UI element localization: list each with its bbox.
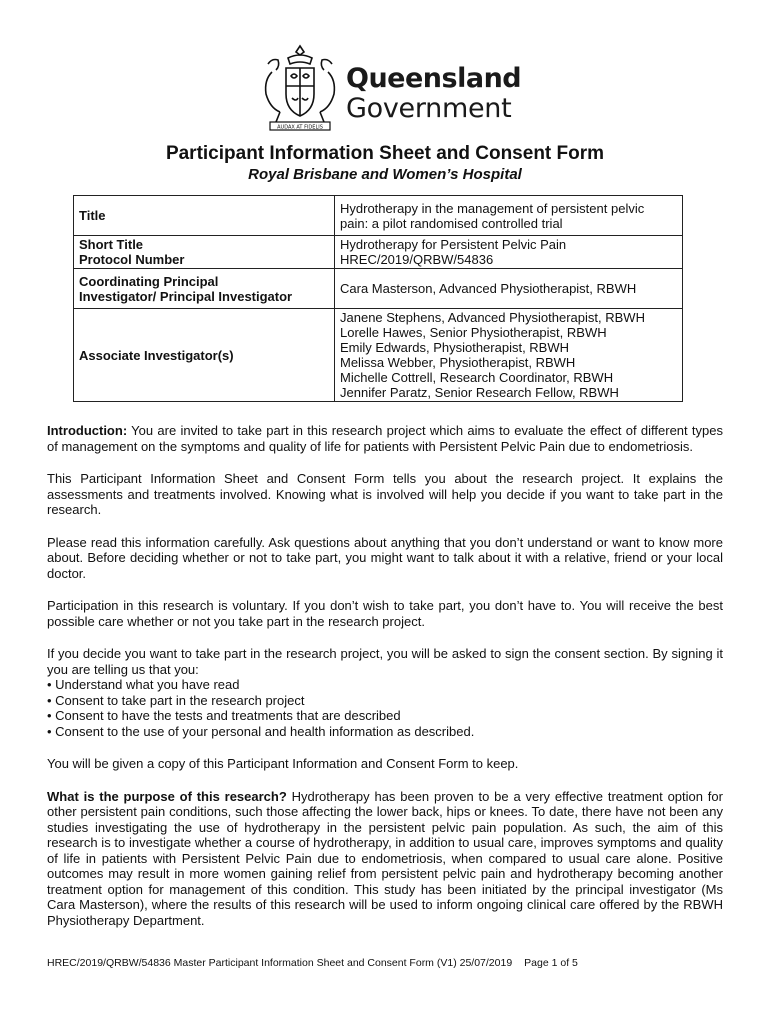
associate-label: Associate Investigator(s)	[74, 309, 335, 402]
bullet-item: • Consent to take part in the research project	[47, 693, 723, 709]
purpose-heading: What is the purpose of this research?	[47, 788, 287, 804]
short-title-label: Short Title	[79, 237, 144, 252]
bullet-item: • Consent to have the tests and treatments that are described	[47, 708, 723, 724]
queensland-government-logo	[258, 42, 520, 134]
title-value-line-1: Hydrotherapy in the management of persistent pelvic	[340, 200, 645, 216]
short-title-protocol-labels	[74, 236, 335, 269]
purpose-paragraph	[47, 789, 723, 929]
protocol-value: HREC/2019/QRBW/54836	[340, 252, 494, 267]
coat-of-arms-icon	[258, 42, 342, 134]
associate-6: Jennifer Paratz, Senior Research Fellow, RBWH	[340, 385, 619, 400]
brand-wordmark	[346, 64, 521, 124]
page-footer	[47, 957, 578, 969]
brand-line-government: Government	[346, 93, 512, 124]
paragraph-copy: You will be given a copy of this Participant Information and Consent Form to keep.	[47, 756, 519, 771]
document-subtitle: Royal Brisbane and Women’s Hospital	[248, 166, 522, 183]
paragraph-read-carefully: Please read this information carefully. Ask questions about anything that you don’t understand or want to know more about. Before deciding whether or not to take part, you might want to talk about it with a relative, friend or your local doctor.	[47, 534, 723, 581]
coordinating-label-line-1: Coordinating Principal	[79, 273, 219, 289]
table-row-coordinating	[74, 269, 683, 309]
study-info-table	[73, 195, 683, 402]
coordinating-value: Cara Masterson, Advanced Physiotherapist, RBWH	[335, 269, 683, 309]
brand-line-queensland: Queensland	[346, 63, 522, 94]
associate-list	[335, 309, 683, 402]
document-title: Participant Information Sheet and Consent Form	[165, 143, 605, 164]
title-value-line-2: pain: a pilot randomised controlled trial	[340, 215, 563, 231]
protocol-label: Protocol Number	[79, 252, 185, 267]
title-value	[335, 196, 683, 236]
introduction-heading: Introduction:	[47, 423, 128, 438]
bullet-item: • Consent to the use of your personal and health information as described.	[47, 724, 723, 740]
associate-2: Lorelle Hawes, Senior Physiotherapist, RBWH	[340, 325, 607, 340]
associate-5: Michelle Cottrell, Research Coordinator, RBWH	[340, 370, 614, 385]
svg-text:AUDAX AT FIDELIS: AUDAX AT FIDELIS	[277, 124, 323, 131]
coordinating-label-line-2: Investigator/ Principal Investigator	[79, 288, 293, 304]
table-row-title	[74, 196, 683, 236]
table-row-associates	[74, 309, 683, 402]
short-title-protocol-values	[335, 236, 683, 269]
short-title-value: Hydrotherapy for Persistent Pelvic Pain	[340, 237, 567, 252]
purpose-text: Hydrotherapy has been proven to be a very effective treatment option for other persistent pain conditions, such those affecting the lower back, hips or knees. To date, there have not been any studies investigating the use of hydrotherapy in the persistent pelvic pain population. As such, the aim of this research is to investigate whether a course of hydrotherapy, in addition to usual care, improves symptoms and quality of life in patients with Persistent Pelvic Pain due to endometriosis, when compared to usual care alone. Positive outcomes may result in more women gaining relief from persistent pelvic pain and hydrotherapy becoming another treatment option for management of this condition. This study has been initiated by the principal investigator (Ms Cara Masterson), where the results of this research will be used to inform ongoing clinical care offered by the RBWH Physiotherapy Department.	[47, 788, 723, 928]
coordinating-label	[74, 269, 335, 309]
footer-document-reference: HREC/2019/QRBW/54836 Master Participant Information Sheet and Consent Form (V1) 25/07/2019	[47, 957, 513, 969]
associate-1: Janene Stephens, Advanced Physiotherapist, RBWH	[340, 310, 645, 325]
introduction-paragraph	[47, 423, 723, 454]
paragraph-voluntary: Participation in this research is voluntary. If you don’t wish to take part, you don’t have to. You will receive the best possible care whether or not you take part in the research project.	[47, 598, 723, 629]
paragraph-consent-intro: If you decide you want to take part in the research project, you will be asked to sign the consent section. By signing it you are telling us that you:	[47, 646, 723, 677]
introduction-text: You are invited to take part in this research project which aims to evaluate the effect of different types of management on the symptoms and quality of life for patients with Persistent Pelvic Pain due to endometriosis.	[47, 423, 723, 454]
table-row-short-title	[74, 236, 683, 269]
associate-3: Emily Edwards, Physiotherapist, RBWH	[340, 340, 570, 355]
document-body	[47, 423, 723, 945]
footer-page-number: Page 1 of 5	[524, 957, 578, 969]
associate-4: Melissa Webber, Physiotherapist, RBWH	[340, 355, 576, 370]
title-label: Title	[74, 196, 335, 236]
consent-bullet-list	[47, 677, 723, 739]
bullet-item: • Understand what you have read	[47, 677, 723, 693]
paragraph-about-form: This Participant Information Sheet and Consent Form tells you about the research project. It explains the assessments and treatments involved. Knowing what is involved will help you decide if you want to take part in the research.	[47, 471, 723, 517]
